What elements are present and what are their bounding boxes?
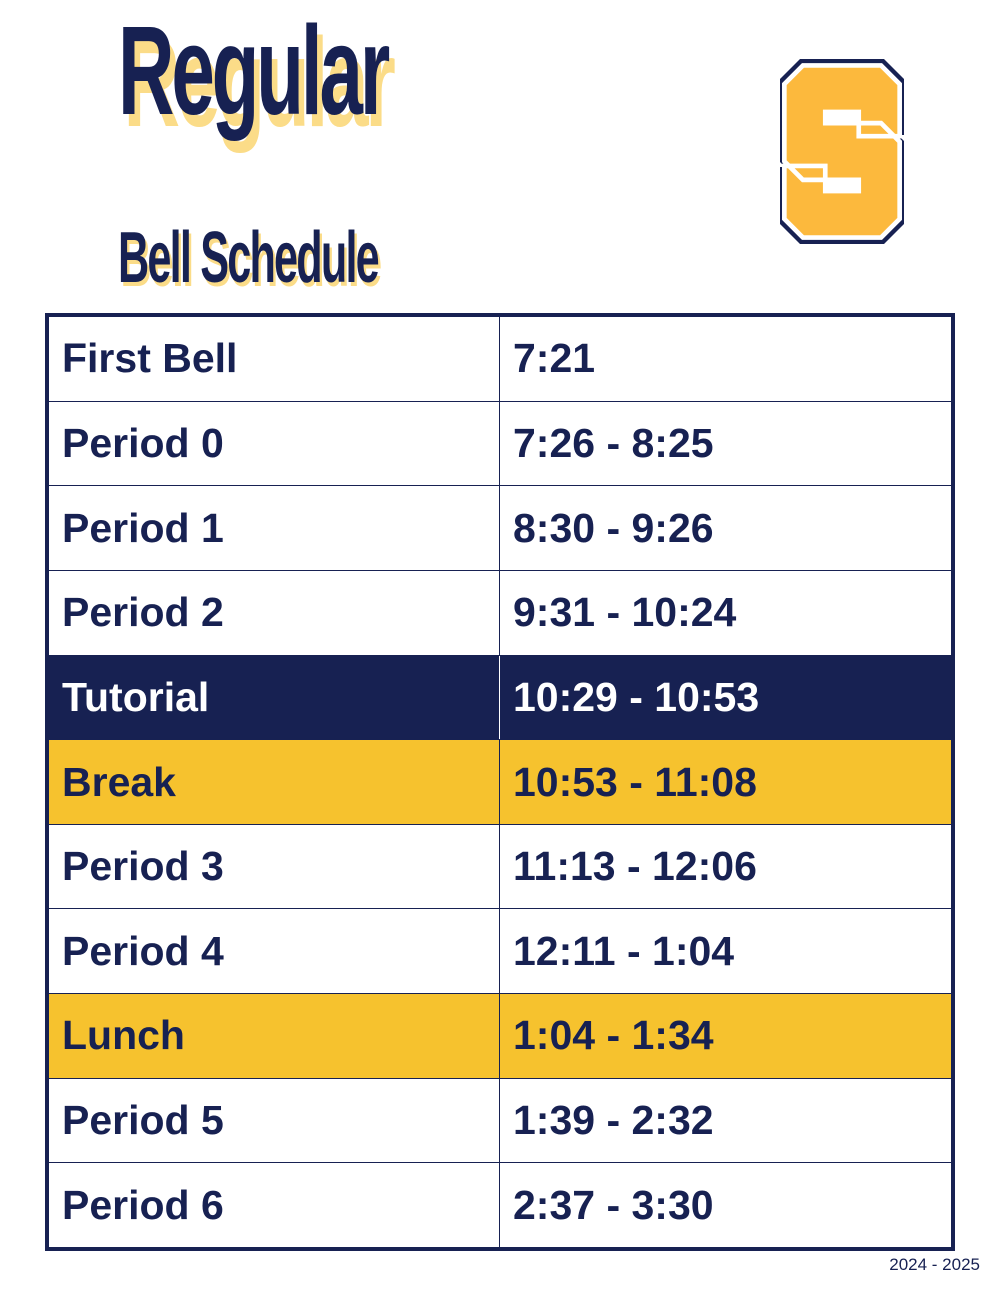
period-name: First Bell: [49, 317, 500, 401]
period-time: 10:53 - 11:08: [513, 758, 757, 805]
table-row: [49, 825, 951, 910]
table-row-tutorial: [49, 656, 951, 741]
table-row: [49, 486, 951, 571]
table-row: [49, 317, 951, 402]
period-name: Period 1: [49, 486, 500, 570]
period-time: 1:04 - 1:34: [513, 1012, 714, 1059]
school-year-label: 2024 - 2025: [889, 1255, 980, 1274]
table-row: [49, 402, 951, 487]
period-name: Period 5: [49, 1079, 500, 1163]
table-row-lunch: [49, 994, 951, 1079]
bell-schedule-table: [45, 313, 955, 1251]
period-name: Period 6: [49, 1163, 500, 1247]
period-time: 7:26 - 8:25: [513, 419, 714, 466]
table-row: [49, 1163, 951, 1247]
table-row: [49, 909, 951, 994]
page-subtitle: Bell Schedule: [118, 218, 378, 298]
period-name: Lunch: [49, 994, 500, 1078]
period-name: Period 3: [49, 825, 500, 909]
table-row: [49, 571, 951, 656]
table-row: [49, 1079, 951, 1164]
block-letter-s-logo-icon: [776, 55, 908, 248]
period-time: 11:13 - 12:06: [513, 843, 757, 890]
period-name: Period 4: [49, 909, 500, 993]
table-row-break: [49, 740, 951, 825]
period-time: 8:30 - 9:26: [513, 504, 714, 551]
period-time: 7:21: [513, 335, 596, 382]
period-time: 10:29 - 10:53: [513, 673, 760, 720]
period-name: Period 0: [49, 402, 500, 486]
period-time: 1:39 - 2:32: [513, 1097, 714, 1144]
period-time: 9:31 - 10:24: [513, 589, 737, 636]
period-name: Tutorial: [49, 656, 500, 740]
page-title: Regular: [118, 0, 388, 141]
period-name: Break: [49, 740, 500, 824]
period-name: Period 2: [49, 571, 500, 655]
period-time: 12:11 - 1:04: [513, 927, 735, 974]
period-time: 2:37 - 3:30: [513, 1181, 714, 1228]
